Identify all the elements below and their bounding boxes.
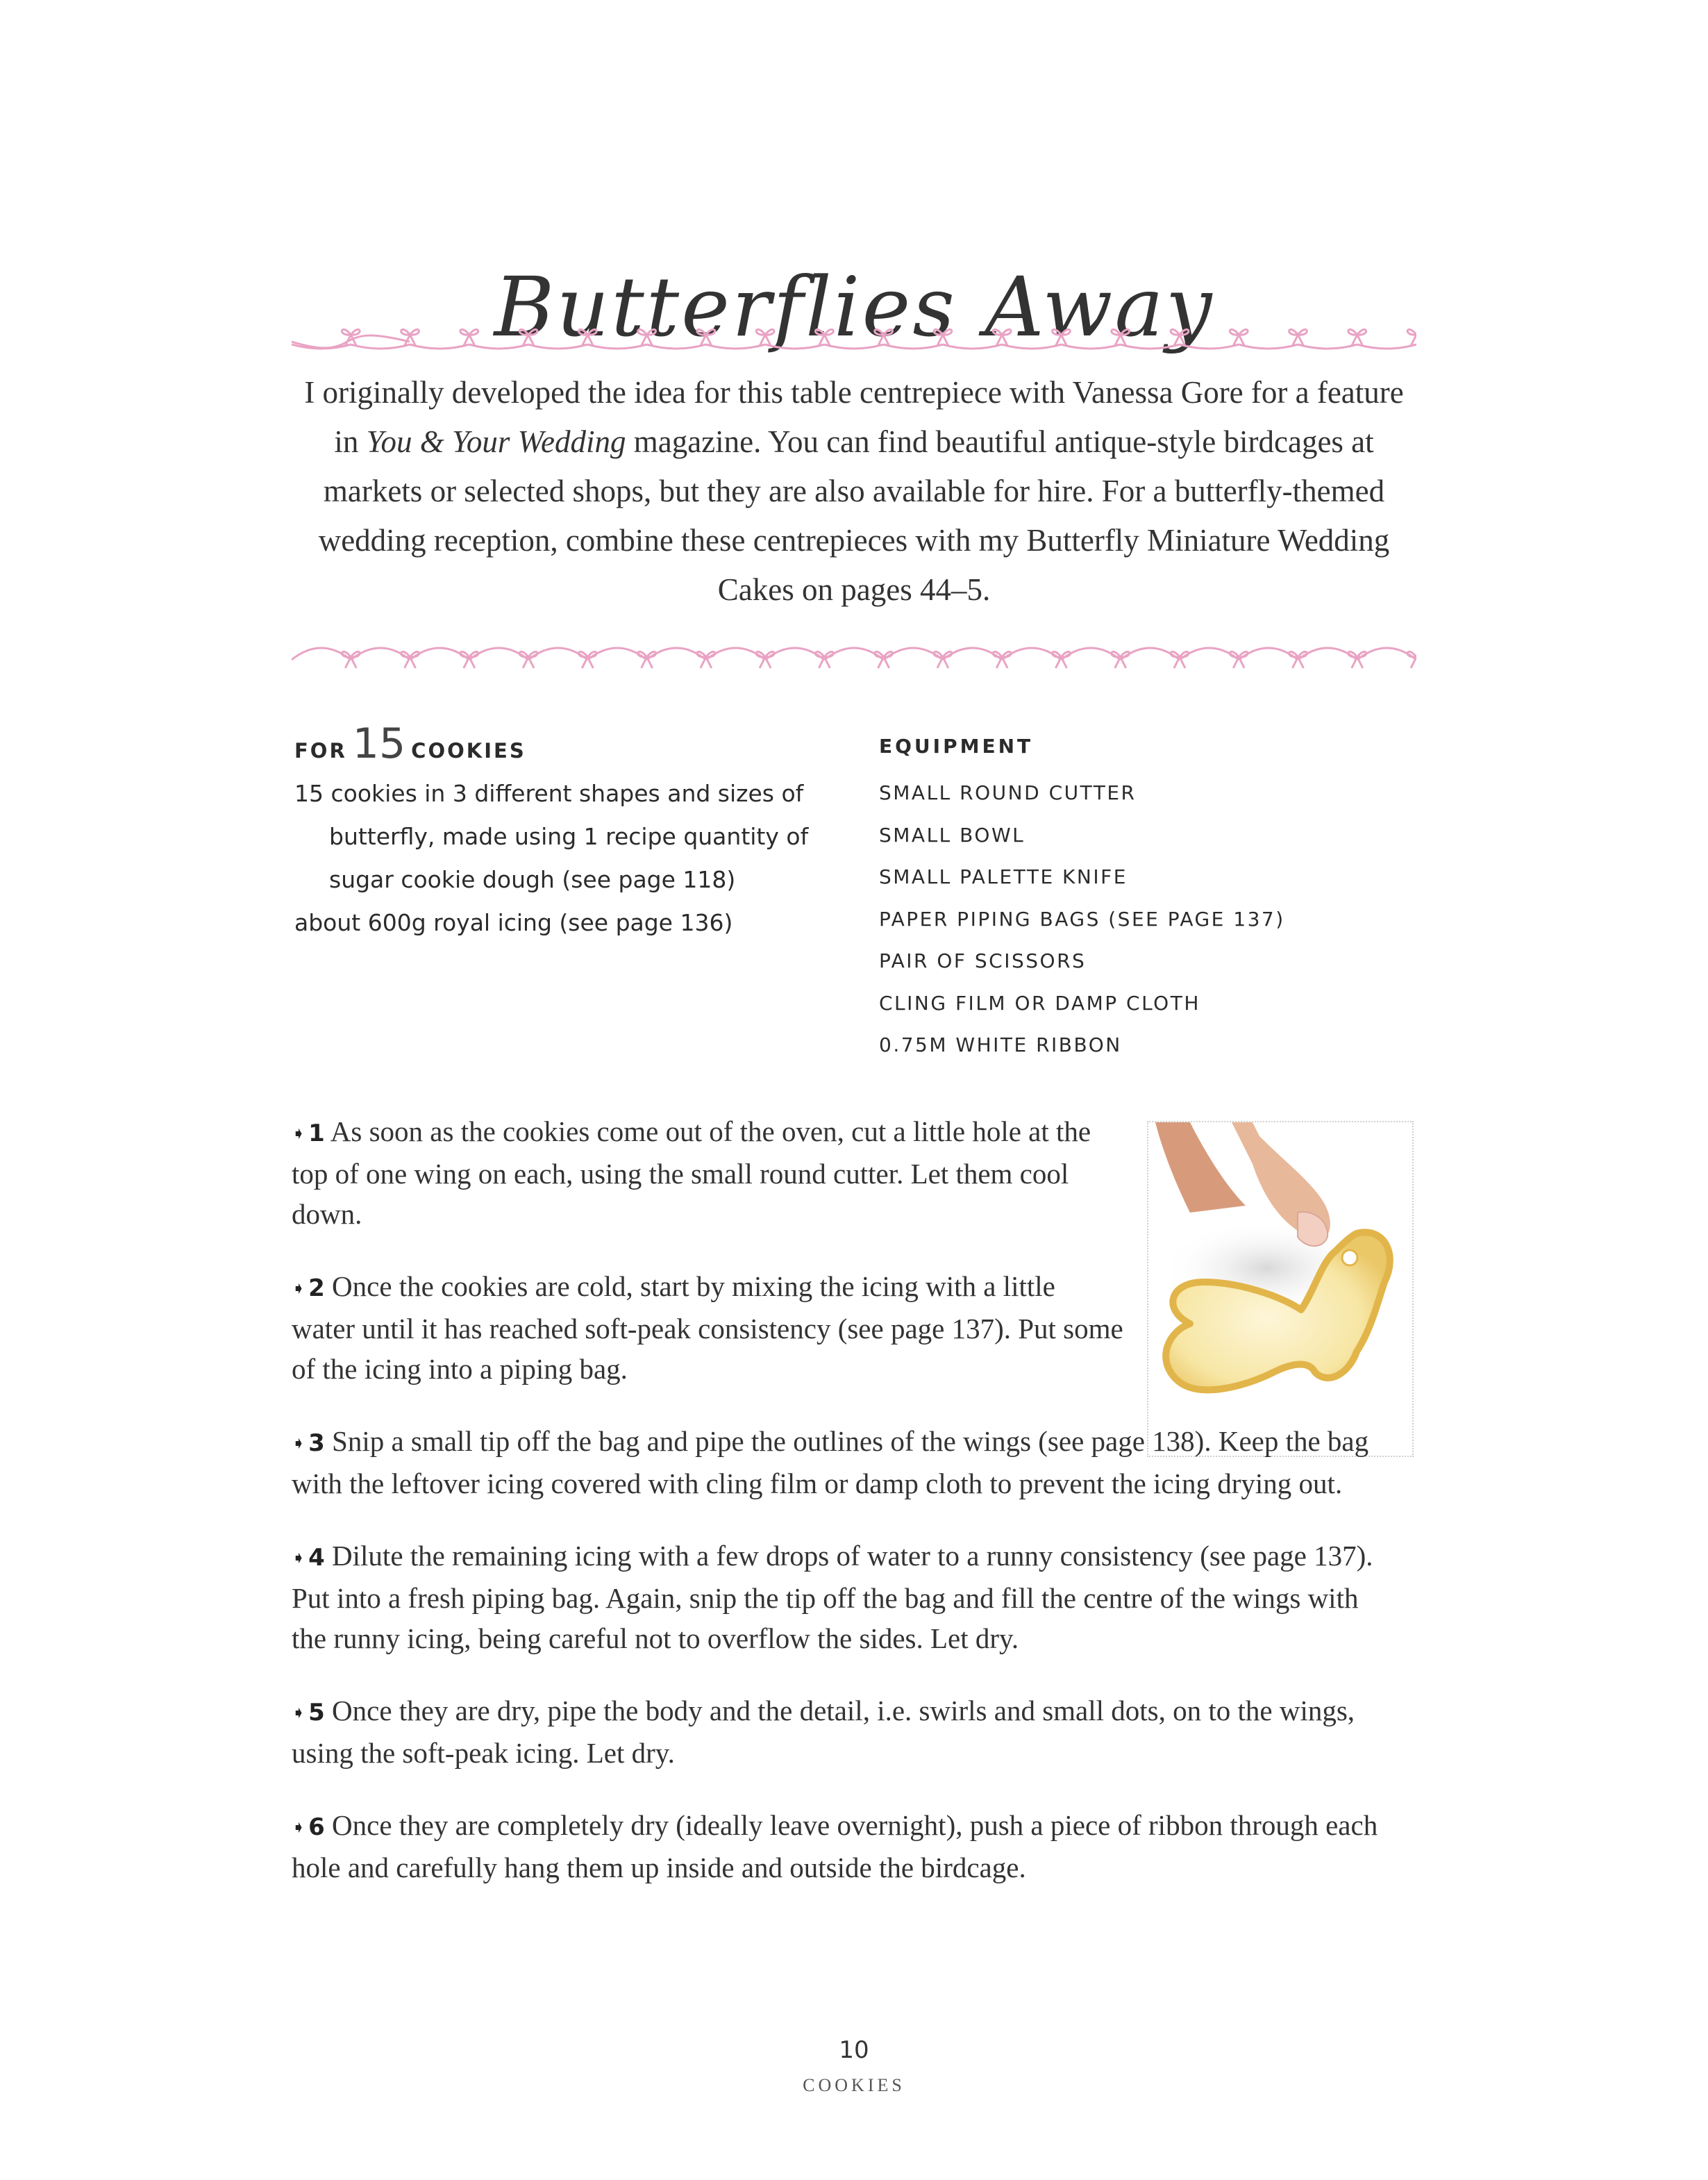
equipment-heading: EQUIPMENT	[879, 735, 1034, 758]
bow-ornament	[934, 329, 952, 346]
method-step	[292, 1421, 1382, 1504]
step-marker	[292, 1813, 325, 1841]
arrow-bullet-icon: ➧	[292, 1433, 306, 1453]
method-step	[292, 1266, 1125, 1389]
pink-bow-divider-bottom	[292, 633, 1416, 672]
bow-ornament	[1230, 329, 1248, 346]
bow-ornament	[519, 329, 537, 346]
yield-heading	[294, 719, 526, 775]
step-text: Once the cookies are cold, start by mixing the icing with a little water until it has reached soft-peak consistency (see page 137). Put some of the icing into a piping bag.	[292, 1270, 1123, 1385]
step-number: 3	[308, 1429, 325, 1457]
bow-ornament	[401, 329, 419, 346]
method-step	[292, 1690, 1382, 1773]
recipe-title: Butterflies Away	[494, 259, 1214, 356]
section-name: COOKIES	[803, 2075, 905, 2095]
arrow-bullet-icon: ➧	[292, 1817, 306, 1837]
arrow-bullet-icon: ➧	[292, 1279, 306, 1298]
method-step	[292, 1536, 1382, 1658]
equipment-item: SMALL PALETTE KNIFE	[879, 865, 1128, 888]
equipment-item: SMALL ROUND CUTTER	[879, 781, 1137, 804]
method-step	[292, 1805, 1382, 1888]
ribbon-swag	[292, 648, 1416, 660]
equipment-list	[879, 772, 1434, 1067]
step-marker	[292, 1120, 325, 1147]
pink-bow-divider-top	[292, 314, 1416, 353]
bow-ornament	[1348, 329, 1366, 346]
step-text: Dilute the remaining icing with a few drops of water to a runny consistency (see page 137). Put into a fresh piping bag. Again, snip the tip off the bag and fill the centre of the wings with the runny icing, being careful not to overflow the sides. Let dry.	[292, 1540, 1373, 1654]
intro-text-2: magazine. You can find beautiful antique-style birdcages at markets or selected shops, but they are also available for hire. For a butterfly-themed wedding reception, combine these centrepieces with my Butterfly Miniature Wedding Cakes on pages 44–5.	[318, 424, 1390, 607]
method-steps	[292, 1111, 1382, 1920]
step-text: Snip a small tip off the bag and pipe the outlines of the wings (see page 138). Keep the bag with the leftover icing covered with cling film or damp cloth to prevent the icing drying out.	[292, 1425, 1369, 1499]
step-marker	[292, 1699, 325, 1726]
bow-ornament	[1053, 329, 1071, 346]
bow-ornament	[875, 329, 893, 346]
bow-ornament	[1289, 329, 1307, 346]
bow-ornament	[697, 329, 715, 346]
page-number: 10	[839, 2036, 869, 2064]
ribbon-swag	[292, 344, 1416, 349]
bow-ornament	[1407, 329, 1416, 346]
bow-ornament	[578, 329, 596, 346]
step-text: As soon as the cookies come out of the oven, cut a little hole at the top of one wing on each, using the small round cutter. Let them cool down.	[292, 1115, 1091, 1230]
magazine-name: You & Your Wedding	[366, 424, 626, 459]
ingredients-list	[294, 772, 822, 945]
step-number: 1	[308, 1120, 325, 1147]
intro-text-1: I originally developed the idea for this table centrepiece with Vanessa Gore for a feature in	[304, 375, 1404, 459]
step-marker	[292, 1274, 325, 1302]
equipment-item: CLING FILM OR DAMP CLOTH	[879, 991, 1200, 1015]
bow-ornament	[1171, 329, 1189, 346]
equipment-item: PAIR OF SCISSORS	[879, 949, 1087, 972]
method-step	[292, 1111, 1125, 1234]
step-number: 2	[308, 1274, 325, 1302]
yield-suffix: COOKIES	[411, 739, 526, 763]
step-number: 6	[308, 1813, 325, 1841]
arrow-bullet-icon: ➧	[292, 1703, 306, 1722]
arrow-bullet-icon: ➧	[292, 1548, 306, 1567]
equipment-item: PAPER PIPING BAGS (SEE PAGE 137)	[879, 907, 1285, 931]
step-marker	[292, 1429, 325, 1457]
intro-paragraph	[292, 368, 1416, 615]
bow-ornament	[756, 329, 774, 346]
ingredient-item: about 600g royal icing (see page 136)	[294, 909, 733, 936]
step-number: 4	[308, 1544, 325, 1572]
step-marker	[292, 1544, 325, 1572]
arrow-bullet-icon: ➧	[292, 1124, 306, 1143]
bow-ornament	[1112, 329, 1130, 346]
equipment-item: SMALL BOWL	[879, 823, 1025, 847]
step-text: Once they are dry, pipe the body and the detail, i.e. swirls and small dots, on to the wings, using the soft-peak icing. Let dry.	[292, 1695, 1355, 1769]
step-number: 5	[308, 1699, 325, 1726]
bow-ornament	[460, 329, 478, 346]
step-text: Once they are completely dry (ideally leave overnight), push a piece of ribbon through each hole and carefully hang them up inside and outside the birdcage.	[292, 1809, 1378, 1883]
ingredient-item: 15 cookies in 3 different shapes and sizes of butterfly, made using 1 recipe quantity of sugar cookie dough (see page 118)	[294, 780, 809, 893]
yield-count: 15	[352, 719, 406, 768]
equipment-item: 0.75M WHITE RIBBON	[879, 1033, 1122, 1056]
bow-ornament	[638, 329, 656, 346]
yield-prefix: FOR	[294, 739, 347, 763]
bow-ornament	[993, 329, 1011, 346]
bow-ornament	[816, 329, 834, 346]
